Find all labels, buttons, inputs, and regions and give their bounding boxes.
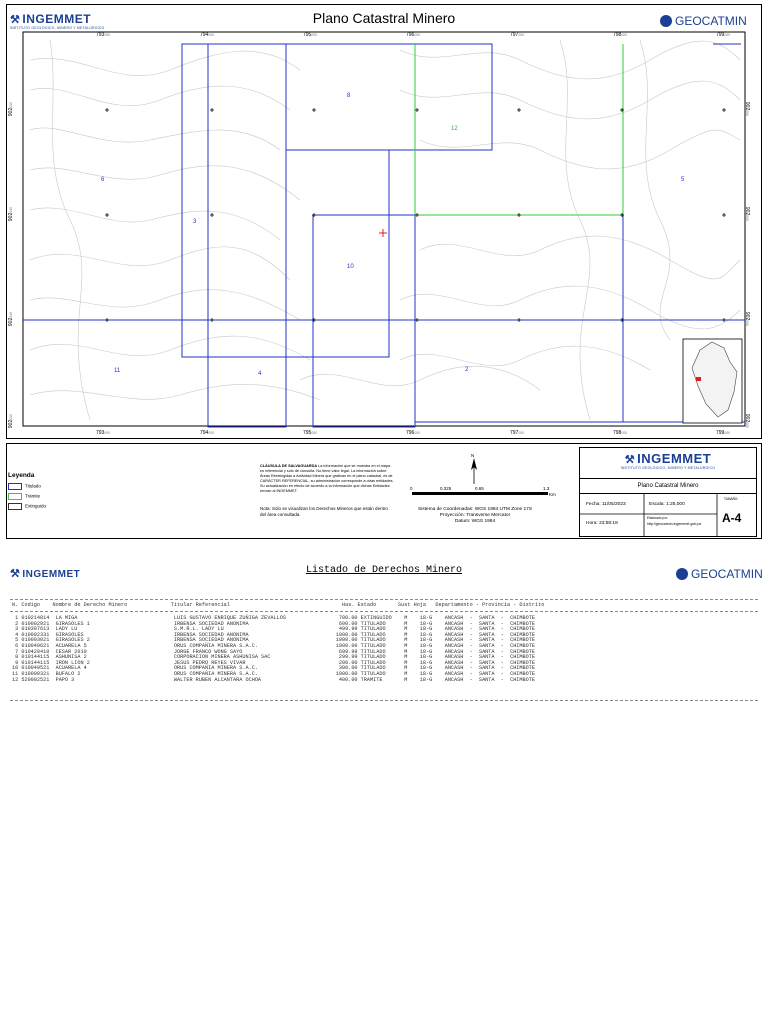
listing-rule-mid [10,611,758,612]
listing-geocatmin-text: GEOCATMIN [691,567,763,581]
geocatmin-logo-text: GEOCATMIN [675,14,747,28]
y-tick-right-1: 902000 [744,101,751,117]
x-tick-bottom-3: 795000 [303,430,318,436]
area-number-11: 11 [114,368,121,374]
scale-label-0: 0 [410,486,413,491]
contour-lines [30,40,740,420]
map-inner-border [23,32,745,426]
listing-geocatmin-logo [676,567,763,581]
y-tick-right-2: 902000 [744,206,751,222]
x-tick-bottom-2: 794000 [200,430,215,436]
tramite-claim [415,44,623,215]
tramite-swatch [8,493,22,500]
listing-ingemmet-text: INGEMMET [22,569,81,580]
hora-text: Hora: 23:58:18 [586,521,618,526]
area-number-8: 8 [347,93,351,99]
table-row: 6 010049621 ACUARELA 5 ORUS COMPAÑIA MINERA S.A.C. 1000.00 TITULADO M 18-G ANCASH - SANTA - CHIMBOTE [12,642,535,649]
listing-title-text: Listado de Derechos Minero [305,565,463,576]
x-tick-top-1: 793000 [96,32,111,38]
ingemmet-logo: ⚒ INGEMMET INSTITUTO GEOLÓGICO, MINERO Y METALÚRGICO [10,12,105,30]
legend-item-extinguido: Extinguido [8,503,46,510]
listing-title [0,565,768,576]
title-block-logo: ⚒ INGEMMET INSTITUTO GEOLÓGICO, MINERO Y METALÚRGICO [579,451,757,470]
x-tick-top-4: 796000 [406,32,421,38]
table-row: 8 010144115 ASHUNISA 2 CORPORACION MINERA ASHUNISA SAC 299.99 TITULADO M 18-G ANCASH - SANTA - CHIMBOTE [12,654,535,661]
scale-label-2: 0.65 [475,486,484,491]
table-row: 11 010000321 BUFALO 2 ORUS COMPAÑIA MINERA S.A.C. 1000.00 TITULADO M 18-G ANCASH - SANTA - CHIMBOTE [12,670,535,677]
x-tick-top-5: 797000 [510,32,525,38]
table-row: 5 010003021 GIRASOLES 2 IRBENSA SOCIEDAD ANONIMA 1000.00 TITULADO M 18-G ANCASH - SANTA - CHIMBOTE [12,637,535,644]
x-tick-top-3: 795000 [303,32,318,38]
cadastral-map [0,0,768,440]
note-text: Nota: Solo se visualizan los Derechos Mineros que están dentro del área consultada. [260,506,388,517]
area-number-2: 2 [465,367,469,373]
crs-info [400,507,550,525]
area-number-10: 10 [347,264,354,270]
center-point-icon [379,229,387,237]
table-row: 7 010420410 CESAR 2010 JORGE FRANCO WONG SAYO 699.99 TITULADO M 18-G ANCASH - SANTA - CHIMBOTE [12,648,535,655]
size-label: TAMAÑO: [724,497,739,501]
fecha-text: Fecha: 11/05/2023 [586,502,626,507]
escala-text: Escala: 1:25,000 [649,502,685,507]
listing-rule-bottom [10,700,758,701]
scale-unit: Km [549,492,556,497]
area-number-4: 4 [258,371,262,377]
table-row: 2 010002921 GIRASOLES 1 IRBENSA SOCIEDAD ANONIMA 600.00 TITULADO M 18-G ANCASH - SANTA - CHIMBOTE [12,620,535,627]
x-tick-top-2: 794000 [200,32,215,38]
x-tick-bottom-6: 798000 [613,430,628,436]
legend-item-titulado: Titulado [8,483,46,490]
table-row: 3 010307613 LADY LU S.M.R.L. LADY LU 499.99 TITULADO M 18-G ANCASH - SANTA - CHIMBOTE [12,626,535,633]
area-number-3: 3 [193,219,197,225]
crs-line-3: Datum: WGS 1984 [454,519,496,524]
y-tick-left-2: 902000 [8,206,15,222]
listing-rule-top [10,599,758,600]
title-block-org-sub: INSTITUTO GEOLÓGICO, MINERO Y METALÚRGICO [620,466,716,470]
titulado-swatch [8,483,22,490]
title-block-grid [579,494,757,537]
sheet-size: A-4 [722,511,742,525]
extinguido-swatch [8,503,22,510]
listing-table [12,616,535,683]
ingemmet-logo-text: INGEMMET [22,12,92,26]
x-tick-bottom-7: 799000 [716,430,731,436]
titulado-claims [23,44,745,427]
x-tick-bottom-1: 793000 [96,430,111,436]
y-tick-left-1: 902000 [8,101,15,117]
y-tick-right-3: 902000 [744,311,751,327]
table-row: 4 010002331 GIRASOLES IRBENSA SOCIEDAD ANONIMA 1000.00 TITULADO M 18-G ANCASH - SANTA - CHIMBOTE [12,631,535,638]
listing-ingemmet-logo: ⚒ INGEMMET [10,568,81,580]
map-title: Plano Catastral Minero [312,10,456,26]
table-row: 1 010214814 LA MIGA LUIS GUSTAVO ENRIQUE ZUÑIGA ZEVALLOS 700.00 EXTINGUIDO M 18-G ANCASH - SANTA - CHIMBOTE [12,615,535,621]
table-row: 9 010144115 IRON LION 2 JESUS PEDRO REYES VIVAR 200.00 TITULADO M 18-G ANCASH - SANTA - CHIMBOTE [12,659,535,666]
title-block-org: INGEMMET [637,451,712,466]
globe-icon-2 [676,568,688,580]
area-number-5: 5 [681,177,685,183]
clause-text: La información que se muestra en el mapa es referencial y solo de consulta. No tiene valor legal. La información sobre Áreas Restringidas a Actividad Minera que grafican en el plano catastral, es de CARÁCTER REFERENCIAL, su administración corresponde a otras entidades. Su actualización en efecto de acuerdo a la información que dichas Entidades envían al INGEMMET. [260,464,394,493]
safeguard-clause [260,464,395,494]
scale-label-1: 0.325 [440,486,452,491]
x-tick-bottom-5: 797000 [510,430,525,436]
legend-item-tramite: Trámite [8,493,46,500]
crs-line-1: Sistema de Coordenadas: WGS 1984 UTM Zone 17S [417,507,533,512]
y-tick-left-3: 902000 [8,311,15,327]
legend-title: Leyenda [8,472,35,479]
legend-list [8,483,46,510]
area-number-6: 6 [101,177,105,183]
title-block-sheet-title: Plano Catastral Minero [579,478,757,494]
table-row: 10 010049521 ACUARELA 4 ORUS COMPAÑIA MINERA S.A.C. 300.00 TITULADO M 18-G ANCASH - SANTA - CHIMBOTE [12,665,535,672]
elaborado-url: http://geocatmin.ingemmet.gob.pe [647,522,702,526]
crs-line-2: Proyección: Transverse Mercator [439,513,511,518]
y-tick-right-4: 902000 [744,413,751,429]
north-arrow-icon [470,458,478,484]
table-row: 12 520002521 PAPO 3 WALTER RUBEN ALCANTARA OCHOA 400.00 TRAMITE M 18-G ANCASH - SANTA - CHIMBOTE [12,676,535,683]
north-label: N [471,453,475,458]
x-tick-top-7: 799000 [716,32,731,38]
scale-label-3: 1.3 [543,486,550,491]
y-tick-left-4: 902000 [8,413,15,429]
area-number-12: 12 [451,126,458,132]
location-marker-icon [696,377,701,381]
x-tick-bottom-4: 796000 [406,430,421,436]
clause-title: CLÁUSULA DE SALVAGUARDA [260,464,318,468]
x-tick-top-6: 798000 [613,32,628,38]
ingemmet-tagline: INSTITUTO GEOLÓGICO, MINERO Y METALÚRGICO [10,26,105,30]
elaborado-label: Elaborado por: [647,516,668,520]
scale-bar [412,492,548,495]
listing-header: N. Codigo Nombre de Derecho Minero Titular Referencial Has. Estado Sust Hoja Departamento - Provincia - Distrito [12,602,545,608]
